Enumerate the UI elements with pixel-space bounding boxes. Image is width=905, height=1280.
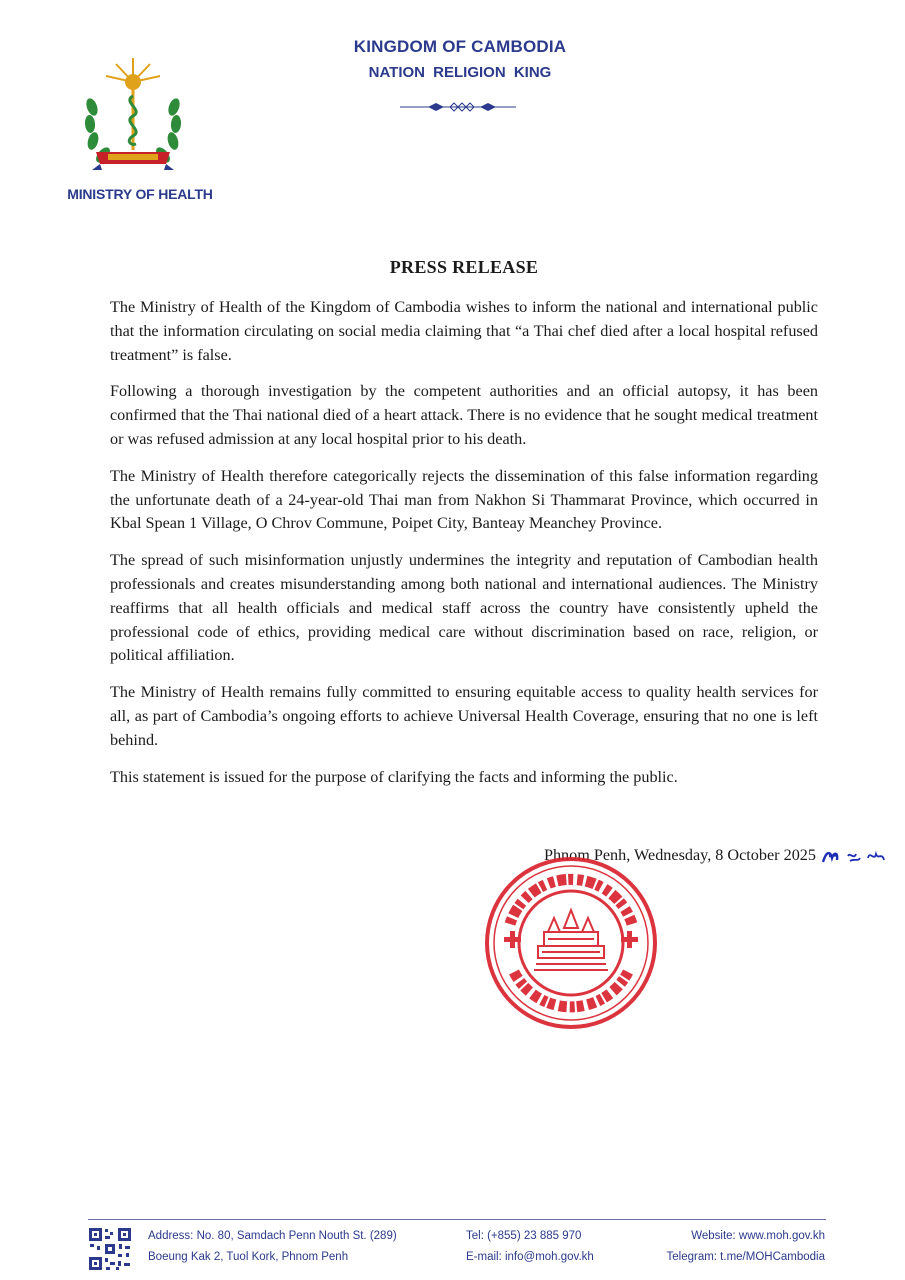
ministry-name: MINISTRY OF HEALTH [67,186,213,202]
footer-website: Website: www.moh.gov.kh [691,1230,825,1242]
paragraph: This statement is issued for the purpose of clarifying the facts and informing the public. [110,767,678,786]
paragraph: The spread of such misinformation unjustly undermines the integrity and reputation of Cambodian health professionals and creates misunderstanding among both national and international audiences. The Ministry reaffirms that all health officials and medical staff across the country have consistently upheld the professional code of ethics, providing medical care without discrimination based on race, religion, or political affiliation. [110,551,818,665]
qr-code-icon [88,1227,132,1271]
paragraph: Following a thorough investigation by the competent authorities and an official autopsy, it has been confirmed that the Thai national died of a heart attack. There is no evidence that he sought medical treatment or was refused admission at any local hospital prior to his death. [110,382,818,448]
document-body [110,296,818,802]
national-motto: NATION RELIGION KING [368,64,552,81]
divider-ornament-icon [398,100,518,114]
footer-address-line1: Address: No. 80, Samdach Penn Nouth St. (289) [148,1230,397,1242]
handwritten-initials-icon [820,846,890,868]
ministry-emblem-icon [78,52,188,177]
place-date-signoff: Phnom Penh, Wednesday, 8 October 2025 [543,846,816,864]
footer-divider [88,1219,826,1220]
paragraph: The Ministry of Health remains fully committed to ensuring equitable access to quality health services for all, as part of Cambodia’s ongoing efforts to achieve Universal Health Coverage, ensuring that no one is left behind. [110,683,818,749]
official-seal-icon [482,854,660,1032]
paragraph: The Ministry of Health of the Kingdom of Cambodia wishes to inform the national and international public that the information circulating on social media claiming that “a Thai chef died after a local hospital refused treatment” is false. [110,298,818,364]
paragraph: The Ministry of Health therefore categorically rejects the dissemination of this false information regarding the unfortunate death of a 24-year-old Thai man from Nakhon Si Thammarat Province, which occurred in Kbal Spean 1 Village, O Chrov Commune, Poipet City, Banteay Meanchey Province. [110,466,818,533]
country-heading: KINGDOM OF CAMBODIA [353,37,567,56]
footer-tel: Tel: (+855) 23 885 970 [466,1230,582,1242]
document-title: PRESS RELEASE [389,257,539,277]
footer-address-line2: Boeung Kak 2, Tuol Kork, Phnom Penh [148,1251,349,1263]
footer-email: E-mail: info@moh.gov.kh [466,1251,594,1263]
footer-telegram: Telegram: t.me/MOHCambodia [666,1251,825,1263]
